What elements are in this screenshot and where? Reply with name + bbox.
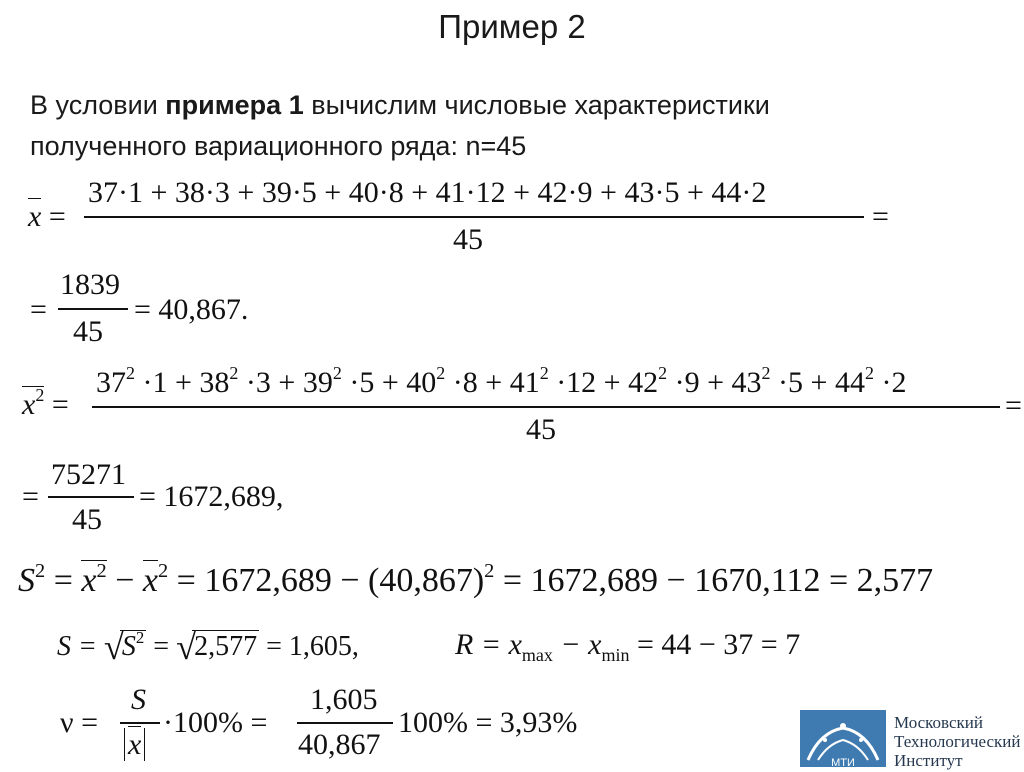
mean-sq-lhs [22,385,69,422]
intro-bold-ref: примера 1 [165,90,304,120]
term-exp: 2 [761,363,771,384]
range-sub-min: min [601,645,630,665]
std-radicand-exp: 2 [135,628,145,647]
slide-title: Пример 2 [438,8,586,45]
variance-paren-exp: 2 [484,559,495,582]
cv-frac2-num: 1,605 [310,683,378,716]
term-exp: 2 [229,363,239,384]
variance-minus: − [115,562,135,599]
variance-xbar-exp: 2 [157,559,169,582]
intro-line1-rest: вычислим числовые характеристики [303,90,770,120]
term-base: 41 [509,366,540,399]
variance-x-exp: 2 [96,559,107,582]
variance-exp: 2 [35,559,46,582]
range-minus: − x [552,628,602,661]
variance-s: S [18,562,35,599]
mean-cont-denominator: 45 [73,315,103,348]
variance-x: x [81,562,97,599]
variance-formula [18,559,934,600]
term-exp: 2 [658,363,668,384]
term-base: 42 [628,366,659,399]
logo-emblem-icon [800,710,886,767]
term-coef: ·5 + [349,366,399,399]
cv-frac1-line [120,722,160,724]
cv-mid: ·100% = [163,706,268,739]
cv-frac2-den: 40,867 [298,728,381,761]
mean-sq-denominator: 45 [526,413,556,446]
cv-lhs: ν = [60,706,98,739]
variance-x-bar: x [142,562,158,599]
cv-frac1-num: S [131,683,146,716]
mean-sq-result: = 1672,689, [139,480,284,513]
term-exp: 2 [539,363,549,384]
variance-eq: = [53,562,73,599]
logo-line-1: Московский [894,713,983,732]
institute-logo-mark [800,710,886,767]
cv-frac2-line [297,722,393,724]
range-formula [455,628,801,665]
logo-line-3: Институт [894,751,963,770]
institute-logo [800,710,1024,770]
term-coef: ·3 + [245,366,296,399]
term-base: 39 [302,366,333,399]
range-lhs: R = x [455,628,522,661]
std-eq: = [153,631,170,662]
range-result: = 44 − 37 = 7 [629,628,801,661]
std-radical-1 [103,626,146,667]
mean-denominator: 45 [453,223,483,256]
mean-numerator: 37·1 + 38·3 + 39·5 + 40·8 + 41·12 + 42·9 + 43·5 + 44·2 [88,176,767,209]
range-sub-max: max [521,645,553,665]
institute-logo-text [894,713,1021,770]
term-exp: 2 [864,363,874,384]
mean-eq: = [48,200,66,233]
mean-sq-cont-denominator: 45 [72,503,102,536]
std-lhs: S = [57,631,97,662]
mean-sq-cont-fraction-line [48,496,134,498]
mean-sq-cont-eq: = [22,480,39,513]
term-base: 38 [199,366,230,399]
intro-line-1 [30,85,770,126]
variance-tail: = 1672,689 − 1670,112 = 2,577 [502,562,934,599]
mean-sq-eq: = [51,388,69,421]
std-formula [57,626,359,667]
term-coef: ·2 [881,366,907,399]
intro-line-2: полученного вариационного ряда: n=45 [30,131,527,161]
mean-result: = 40,867. [134,293,249,326]
mean-cont-fraction-line [58,308,128,310]
std-radicand-value: 2,577 [194,631,258,662]
std-result: = 1,605, [266,631,359,662]
term-base: 37 [96,366,126,399]
mean-cont-eq: = [30,293,47,326]
term-coef: ·9 + [674,366,725,399]
mean-sq-exp: 2 [35,385,45,406]
mean-trailing-eq: = [872,200,889,233]
cv-x-bar: x [128,728,142,761]
term-coef: ·12 + [556,366,621,399]
mean-lhs [28,200,66,234]
mean-sq-fraction-line [92,406,1000,408]
cv-tail: 100% = 3,93% [398,706,578,739]
mean-x-bar: x [28,200,42,233]
term-base: 40 [406,366,437,399]
mean-cont-numerator: 1839 [60,268,120,301]
term-coef: ·1 + [142,366,192,399]
term-base: 43 [731,366,762,399]
mean-sq-trailing-eq: = [1005,389,1022,422]
logo-line-2: Технологический [894,732,1021,751]
mean-fraction-line [84,216,864,218]
cv-frac1-den [124,728,145,762]
mean-sq-x: x [22,388,36,421]
term-coef: ·8 + [452,366,503,399]
sqrt-icon: √ [103,626,124,667]
std-radical-2 [176,626,259,667]
term-coef: ·5 + [778,366,828,399]
term-exp: 2 [332,363,342,384]
logo-mark-text: МТИ [831,757,855,767]
intro-prefix: В условии [30,90,166,120]
variance-mid: = 1672,689 − (40,867) [176,562,485,599]
sqrt-icon: √ [176,626,197,667]
term-base: 44 [834,366,865,399]
std-radicand-s: S [121,631,136,662]
mean-sq-cont-numerator: 75271 [51,458,126,491]
mean-sq-numerator [96,363,907,400]
term-exp: 2 [126,363,135,384]
intro-text [30,85,770,167]
term-exp: 2 [436,363,446,384]
